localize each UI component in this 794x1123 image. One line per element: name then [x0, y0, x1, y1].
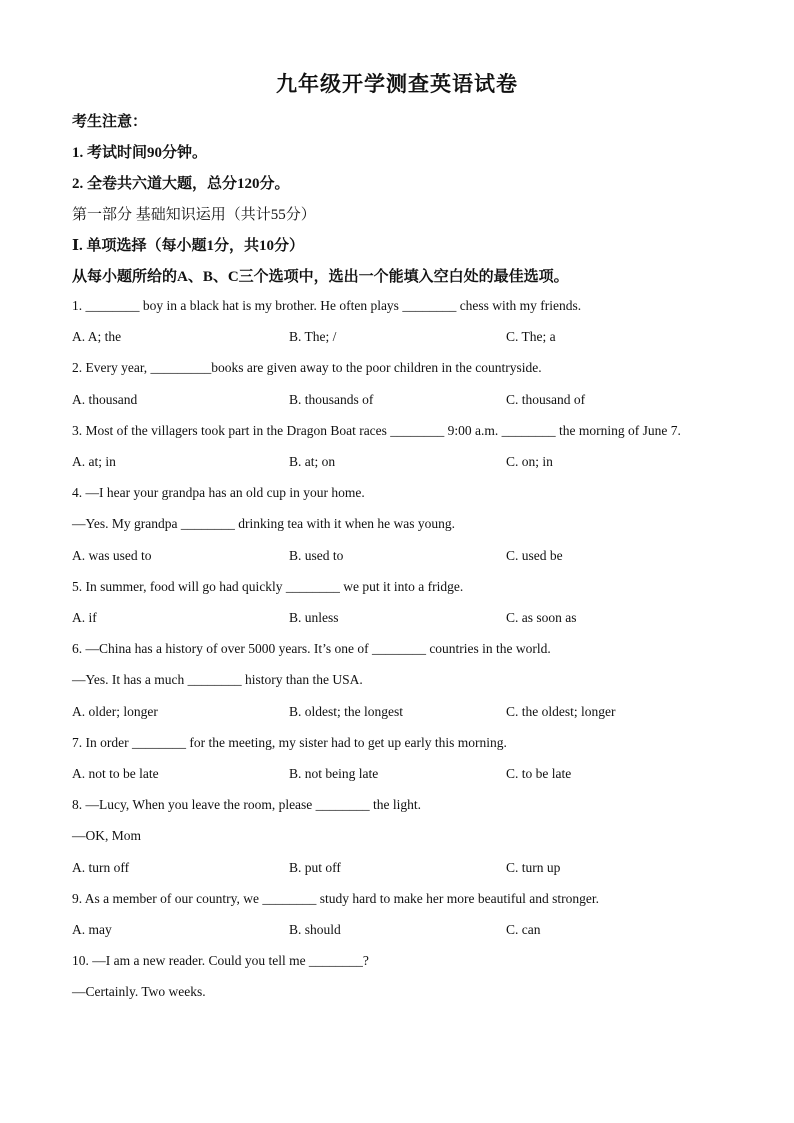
question-6-option-a: A. older; longer	[72, 704, 158, 719]
question-8-option-c: C. turn up	[506, 860, 561, 875]
question-4-option-b: B. used to	[289, 548, 344, 563]
question-4-stem: 4. —I hear your grandpa has an old cup in your home.	[72, 485, 365, 500]
question-3-stem: 3. Most of the villagers took part in the Dragon Boat races ________ 9:00 a.m. ________ the morning of June 7.	[72, 423, 681, 438]
question-8-reply: —OK, Mom	[72, 828, 142, 843]
question-3-option-a: A. at; in	[72, 454, 116, 469]
question-9-option-b: B. should	[289, 922, 341, 937]
question-2-option-a: A. thousand	[72, 392, 138, 407]
question-3-option-b: B. at; on	[289, 454, 336, 469]
question-9-stem: 9. As a member of our country, we ________ study hard to make her more beautiful and stronger.	[72, 891, 599, 906]
question-1-stem: 1. ________ boy in a black hat is my brother. He often plays ________ chess with my friends.	[72, 298, 582, 313]
question-4-option-a: A. was used to	[72, 548, 152, 563]
page-title: 九年级开学测查英语试卷	[276, 72, 518, 96]
question-5-option-a: A. if	[72, 610, 97, 625]
section-heading: Ⅰ. 单项选择（每小题1分，共10分）	[72, 238, 305, 254]
question-5-stem: 5. In summer, food will go had quickly ________ we put it into a fridge.	[72, 579, 464, 594]
question-9-option-c: C. can	[506, 922, 541, 937]
question-7-option-b: B. not being late	[289, 766, 379, 781]
question-7-option-a: A. not to be late	[72, 766, 159, 781]
question-7-stem: 7. In order ________ for the meeting, my sister had to get up early this morning.	[72, 735, 507, 750]
question-4-option-c: C. used be	[506, 548, 563, 563]
notice-item-1: 1. 考试时间90分钟。	[72, 145, 208, 161]
question-1-option-c: C. The; a	[506, 329, 556, 344]
question-1-option-b: B. The; /	[289, 329, 337, 344]
question-8-option-b: B. put off	[289, 860, 341, 875]
section-instruction: 从每小题所给的A、B、C三个选项中，选出一个能填入空白处的最佳选项。	[72, 269, 569, 285]
question-9-option-a: A. may	[72, 922, 112, 937]
question-3-option-c: C. on; in	[506, 454, 553, 469]
question-2-option-c: C. thousand of	[506, 392, 586, 407]
question-2-option-b: B. thousands of	[289, 392, 374, 407]
question-10-stem: 10. —I am a new reader. Could you tell me ________?	[72, 953, 369, 968]
question-6-reply: —Yes. It has a much ________ history than the USA.	[72, 672, 363, 687]
notice-heading: 考生注意：	[72, 114, 148, 130]
part-heading: 第一部分 基础知识运用（共计55分）	[72, 207, 316, 223]
notice-item-2: 2. 全卷共六道大题，总分120分。	[72, 176, 290, 192]
question-4-reply: —Yes. My grandpa ________ drinking tea with it when he was young.	[72, 516, 455, 531]
question-1-option-a: A. A; the	[72, 329, 122, 344]
question-5-option-b: B. unless	[289, 610, 339, 625]
question-6-option-c: C. the oldest; longer	[506, 704, 616, 719]
question-5-option-c: C. as soon as	[506, 610, 577, 625]
question-6-stem: 6. —China has a history of over 5000 years. It’s one of ________ countries in the world.	[72, 641, 551, 656]
question-6-option-b: B. oldest; the longest	[289, 704, 403, 719]
question-2-stem: 2. Every year, _________books are given away to the poor children in the countryside.	[72, 360, 542, 375]
question-8-stem: 8. —Lucy, When you leave the room, please ________ the light.	[72, 797, 422, 812]
question-8-option-a: A. turn off	[72, 860, 130, 875]
question-10-reply: —Certainly. Two weeks.	[72, 984, 206, 999]
question-7-option-c: C. to be late	[506, 766, 572, 781]
